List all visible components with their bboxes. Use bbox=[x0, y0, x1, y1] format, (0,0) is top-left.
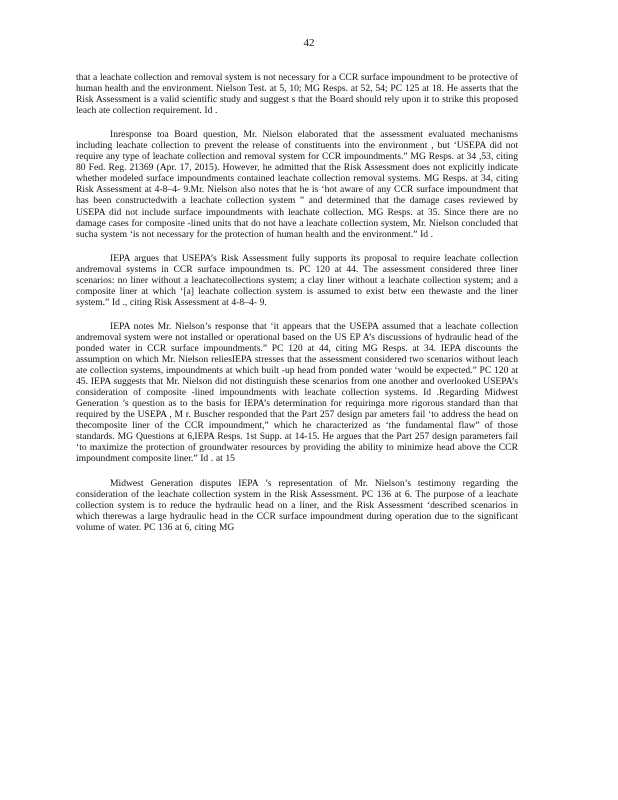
paragraph-5: Midwest Generation disputes IEPA ’s representation of Mr. Nielson’s testimony regarding the consideration of the leachate collection system in the Risk Assessment. PC 136 at 6. The purpose of a leachate collection system is to reduce the hydraulic head on a liner, and the Risk Assessment ‘described scenarios in which therewas a large hydraulic head in the CCR surface impoundment during operation due to the significant volume of water. PC 136 at 6, citing MG bbox=[76, 477, 518, 533]
page-number: 42 bbox=[303, 37, 315, 49]
paragraph-3: IEPA argues that USEPA’s Risk Assessment fully supports its proposal to require leachate collection andremoval systems in CCR surface impoundmen ts. PC 120 at 44. The assessment considered three liner scenarios: no liner without a leachatecollections system; a clay liner without a leachate collection system; and a composite liner at which ‘[a] leachate collection system is assumed to exist betw een thewaste and the liner system.” Id ., citing Risk Assessment at 4-8–4- 9. bbox=[76, 252, 518, 308]
paragraph-1: that a leachate collection and removal system is not necessary for a CCR surface impoundment to be protective of human health and the environment. Nielson Test. at 5, 10; MG Resps. at 52, 54; PC 125 at 18. He asserts that the Risk Assessment is a valid scientific study and suggest s that the Board should rely upon it to strike this proposed leach ate collection requirement. Id . bbox=[76, 72, 518, 117]
paragraph-4: IEPA notes Mr. Nielson’s response that ‘it appears that the USEPA assumed that a leachate collection andremoval system were not installed or operational based on the US EP A’s discussions of hydraulic head of the ponded water in CCR surface impoundments.” PC 120 at 44, citing MG Resps. at 34. IEPA discounts the assumption on which Mr. Nielson reliesIEPA stresses that the assessment considered two scenarios without leach ate collection systems, impoundments at which built -up head from ponded water ‘would be expected.” PC 120 at 45. IEPA suggests that Mr. Nielson did not distinguish these scenarios from one another and overlooked USEPA’s consideration of composite -lined impoundments with leachate collection systems. Id .Regarding Midwest Generation ’s question as to the basis for IEPA’s determination for requiringa more rigorous standard than that required by the USEPA , M r. Buscher responded that the Part 257 design par ameters fail ‘to address the head on thecomposite liner of the CCR impoundment,” which he characterized as ‘the fundamental flaw” of those standards. MG Questions at 6,IEPA Resps. 1st Supp. at 14-15. He argues that the Part 257 design parameters fail ‘to maximize the protection of groundwater resources by providing the ability to minimize head above the CCR impoundment composite liner.” Id . at 15 bbox=[76, 320, 518, 465]
document-body bbox=[76, 72, 518, 546]
paragraph-2: Inresponse toa Board question, Mr. Nielson elaborated that the assessment evaluated mechanisms including leachate collection to prevent the release of constituents into the environment , but ‘USEPA did not require any type of leachate collection and removal system for CCR impoundments.” MG Resps. at 34 ,53, citing 80 Fed. Reg. 21369 (Apr. 17, 2015). However, he admitted that the Risk Assessment does not explicitly indicate whether modeled surface impoundments contained leachate collection removal systems. MG Resps. at 34, citing Risk Assessment at 4-8–4- 9.Mr. Nielson also notes that he is ‘hot aware of any CCR surface impoundment that has been constructedwith a leachate collection system ” and determined that the damage cases reviewed by USEPA did not include surface impoundments with leachate collection. MG Resps. at 35. Since there are no damage cases for composite -lined units that do not have a leachate collection system, Mr. Nielson concluded that sucha system ‘is not necessary for the protection of human health and the environment.” Id . bbox=[76, 129, 518, 240]
